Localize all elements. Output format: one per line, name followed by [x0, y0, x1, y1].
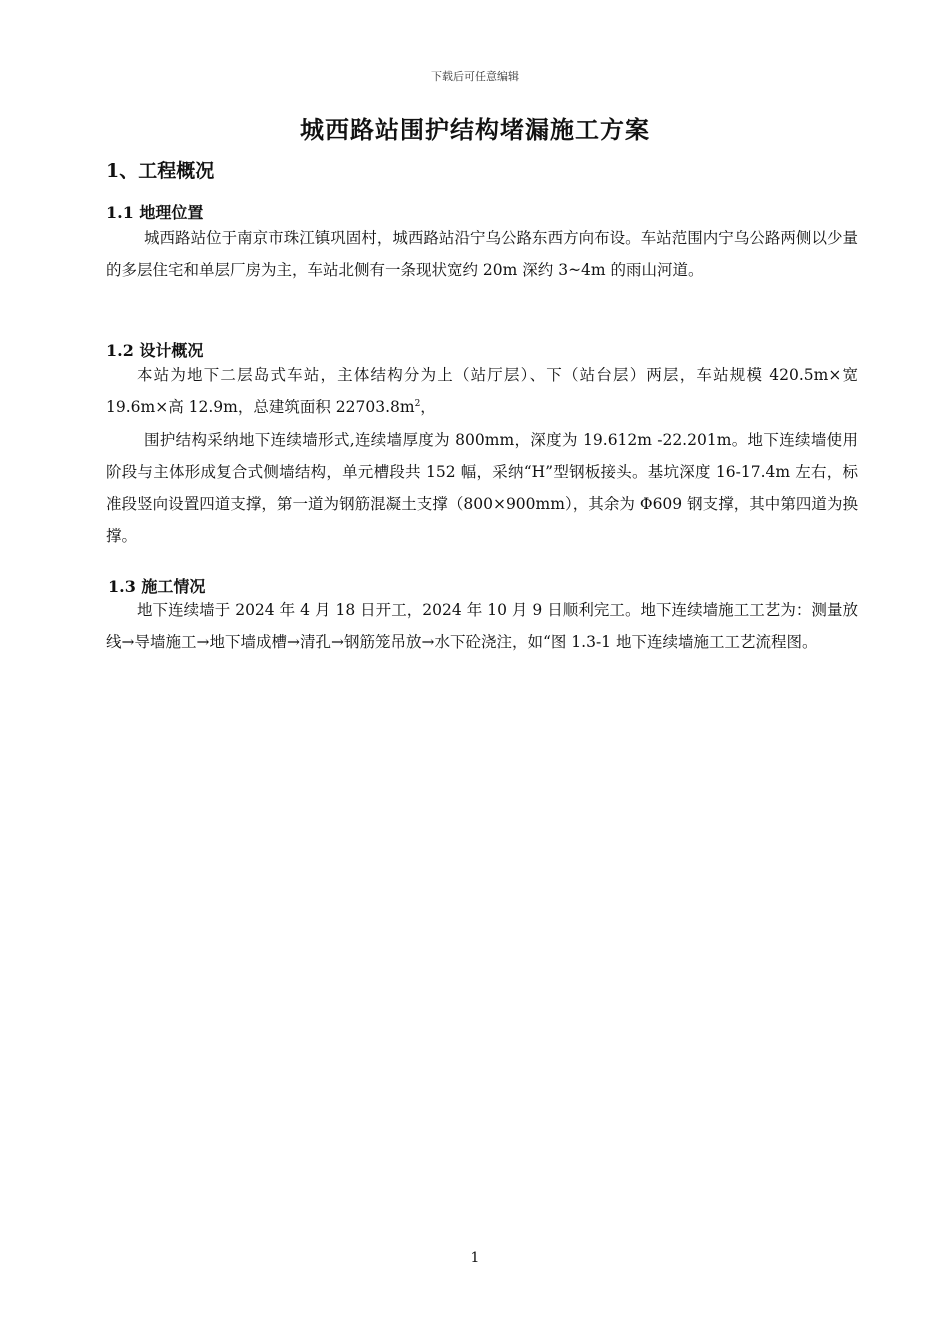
area-unit-superscript: 2	[414, 398, 421, 409]
design-paragraph-1-text: 本站为地下二层岛式车站，主体结构分为上（站厅层）、下（站台层）两层，车站规模 420.5m×宽 19.6m×高 12.9m，总建筑面积 22703.8m	[106, 366, 858, 416]
design-paragraph-1-end: ，	[420, 398, 436, 416]
page-header-note: 下载后可任意编辑	[431, 70, 519, 83]
page-number: 1	[470, 1250, 480, 1266]
document-title: 城西路站围护结构堵漏施工方案	[300, 115, 650, 144]
section-heading-construction: 1.3 施工情况	[108, 577, 206, 596]
construction-paragraph: 地下连续墙于 2024 年 4 月 18 日开工，2024 年 10 月 9 日顺利完工。地下连续墙施工工艺为：测量放线→导墙施工→地下墙成槽→清孔→钢筋笼吊放→水下砼浇注，如“图 1.3-1 地下连续墙施工工艺流程图。	[106, 601, 858, 651]
section-heading-overview: 1、工程概况	[106, 160, 215, 182]
design-paragraph-1	[106, 359, 858, 423]
design-paragraph-2: 围护结构采纳地下连续墙形式,连续墙厚度为 800mm，深度为 19.612m -22.201m。地下连续墙使用阶段与主体形成复合式侧墙结构，单元槽段共 152 幅，采纳“H”型钢板接头。基坑深度 16-17.4m 左右，标准段竖向设置四道支撑，第一道为钢筋混凝土支撑（800×900mm），其余为 Φ609 钢支撑，其中第四道为换撑。	[106, 431, 858, 545]
section-heading-design: 1.2 设计概况	[106, 341, 204, 360]
location-paragraph: 城西路站位于南京市珠江镇巩固村，城西路站沿宁乌公路东西方向布设。车站范围内宁乌公路两侧以少量的多层住宅和单层厂房为主，车站北侧有一条现状宽约 20m 深约 3~4m 的雨山河道。	[106, 229, 858, 279]
section-heading-location: 1.1 地理位置	[106, 203, 204, 222]
